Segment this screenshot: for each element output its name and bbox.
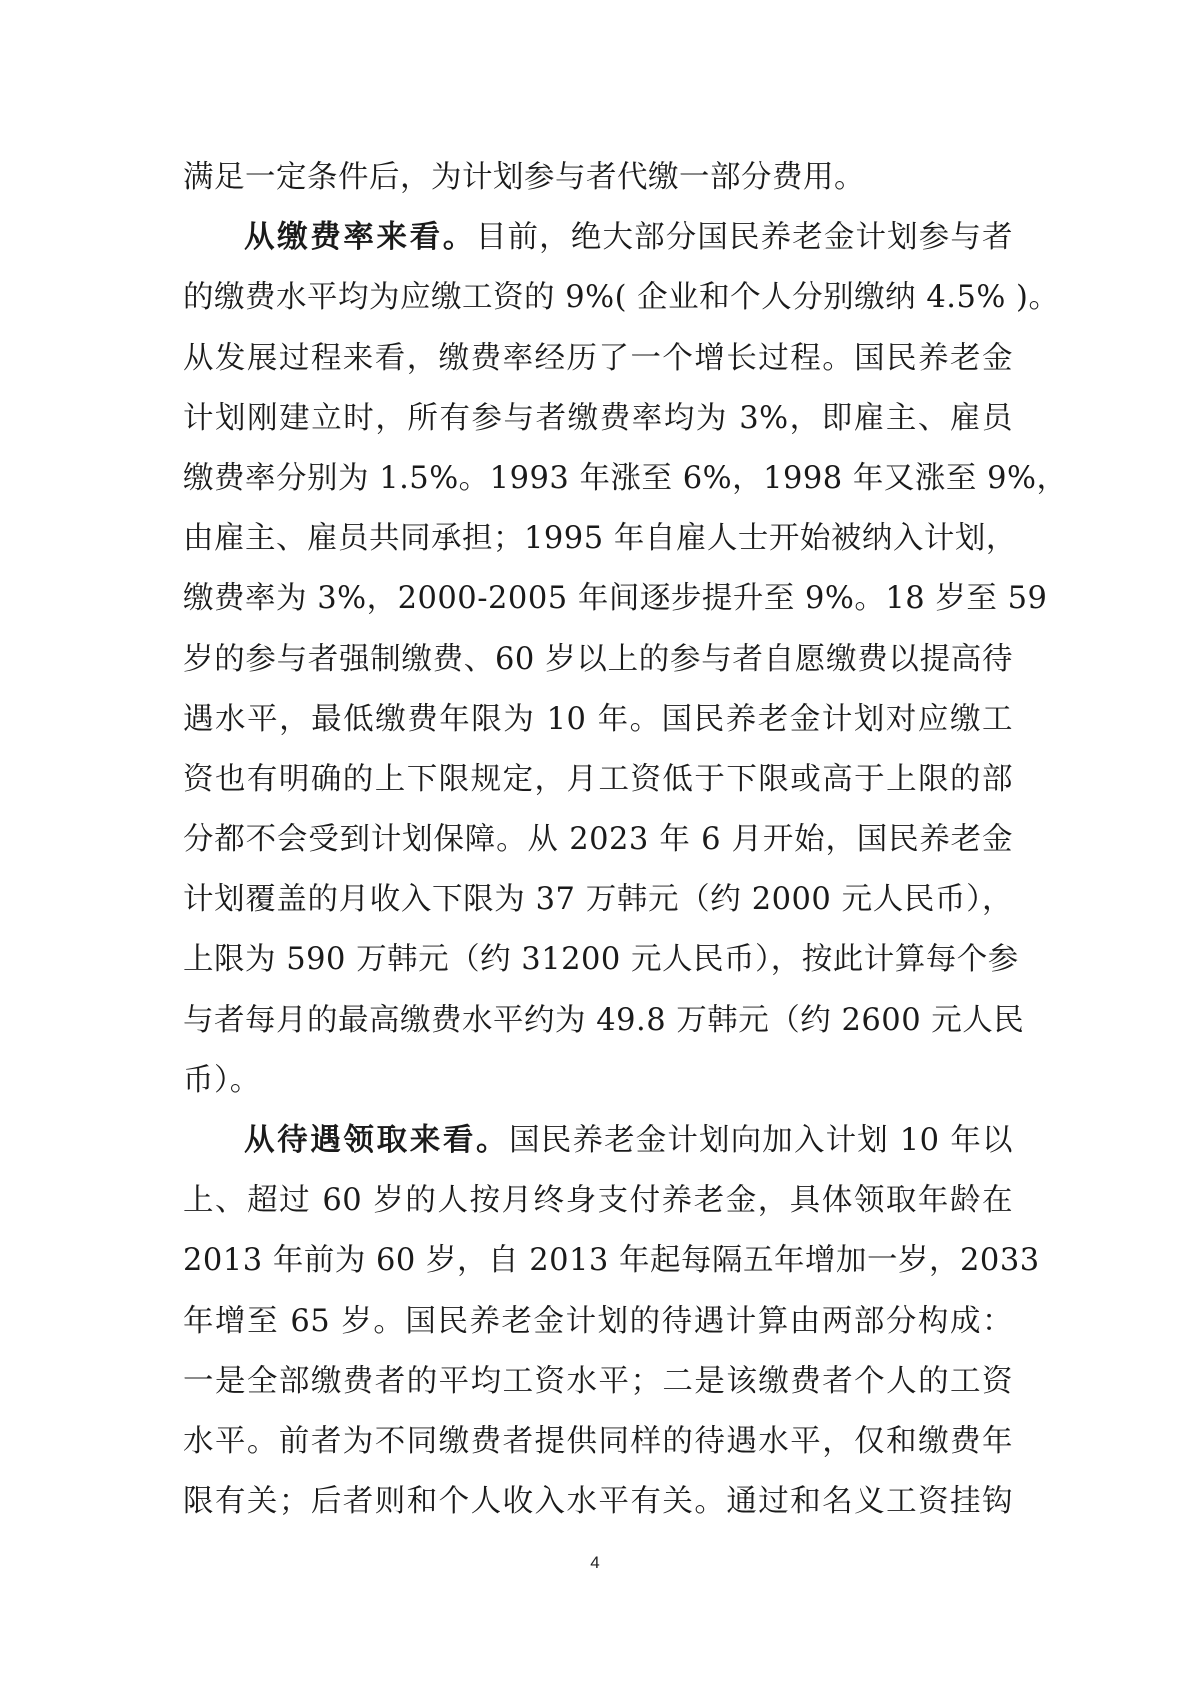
text-line: 缴费率分别为 1.5%。1993 年涨至 6%，1998 年又涨至 9%， — [183, 460, 1068, 496]
text-run: 国民养老金计划向加入计划 10 年以 — [509, 1123, 1014, 1158]
text-line: 上、超过 60 岁的人按月终身支付养老金，具体领取年龄在 — [183, 1183, 1013, 1219]
paragraph-1 — [183, 148, 1013, 208]
text-line: 计划覆盖的月收入下限为 37 万韩元（约 2000 元人民币）， — [183, 882, 1013, 918]
text-line: 计划刚建立时，所有参与者缴费率均为 3%，即雇主、雇员 — [183, 400, 1013, 436]
text-line: 水平。前者为不同缴费者提供同样的待遇水平，仅和缴费年 — [183, 1423, 1013, 1459]
text-line: 币）。 — [183, 1062, 261, 1098]
section-lead-heading: 从待遇领取来看。 — [244, 1123, 510, 1158]
text-line: 一是全部缴费者的平均工资水平；二是该缴费者个人的工资 — [183, 1363, 1013, 1399]
text-line — [183, 208, 1013, 268]
text-line: 资也有明确的上下限规定，月工资低于下限或高于上限的部 — [183, 761, 1013, 797]
text-line: 从发展过程来看，缴费率经历了一个增长过程。国民养老金 — [183, 340, 1013, 376]
paragraph-contribution-rate — [183, 208, 1068, 1111]
text-line: 限有关；后者则和个人收入水平有关。通过和名义工资挂钩 — [183, 1484, 1013, 1520]
paragraph-benefit-receipt — [183, 1111, 1040, 1532]
text-line: 与者每月的最高缴费水平约为 49.8 万韩元（约 2600 元人民 — [183, 1002, 1025, 1038]
document-body — [183, 148, 1068, 1532]
section-lead-heading: 从缴费率来看。 — [244, 220, 476, 256]
text-run: 目前，绝大部分国民养老金计划参与者 — [475, 220, 1014, 256]
text-line: 年增至 65 岁。国民养老金计划的待遇计算由两部分构成： — [183, 1303, 1013, 1339]
text-line: 的缴费水平均为应缴工资的 9%( 企业和个人分别缴纳 4.5% )。 — [183, 280, 1060, 316]
page-number: 4 — [590, 1553, 600, 1572]
text-line: 由雇主、雇员共同承担；1995 年自雇人士开始被纳入计划， — [183, 521, 1017, 557]
text-line: 缴费率为 3%，2000-2005 年间逐步提升至 9%。18 岁至 59 — [183, 581, 1048, 617]
text-line: 满足一定条件后，为计划参与者代缴一部分费用。 — [183, 160, 865, 195]
text-line: 遇水平，最低缴费年限为 10 年。国民养老金计划对应缴工 — [183, 701, 1013, 737]
text-line: 分都不会受到计划保障。从 2023 年 6 月开始，国民养老金 — [183, 822, 1013, 858]
text-line: 2013 年前为 60 岁，自 2013 年起每隔五年增加一岁，2033 — [183, 1243, 1040, 1279]
text-line: 上限为 590 万韩元（约 31200 元人民币），按此计算每个参 — [183, 942, 1019, 978]
text-line — [183, 1111, 1013, 1171]
text-line: 岁的参与者强制缴费、60 岁以上的参与者自愿缴费以提高待 — [183, 641, 1013, 677]
